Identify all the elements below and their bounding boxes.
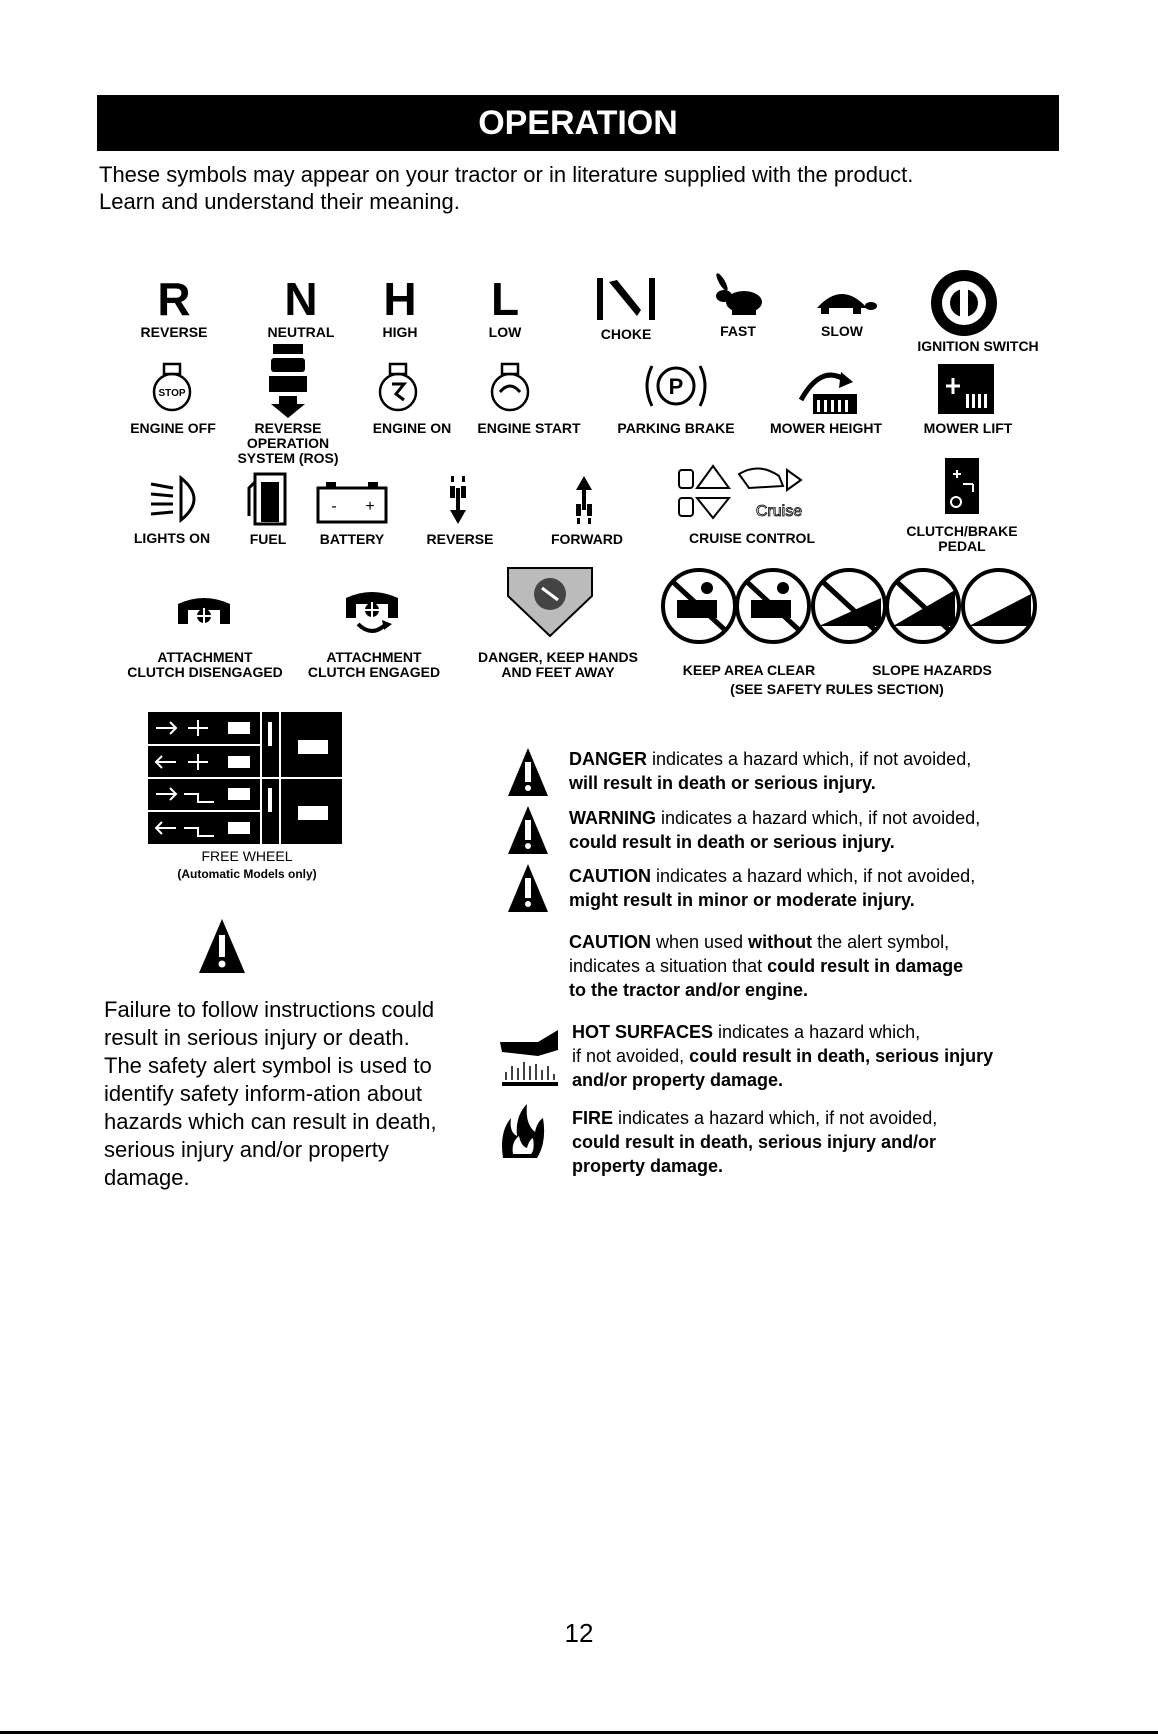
- rabbit-fast-icon: [706, 272, 770, 324]
- neutral-label: NEUTRAL: [267, 324, 335, 340]
- high-label: HIGH: [382, 324, 418, 340]
- safety-alert-icon: [197, 917, 247, 975]
- low-label: LOW: [488, 324, 522, 340]
- fast-label: FAST: [720, 323, 756, 339]
- intro-text: These symbols may appear on your tractor or in literature supplied with the product. Learn and understand their meaning.: [99, 162, 914, 214]
- caution-without-symbol-definition: CAUTION when used without the alert symbol, indicates a situation that could result in damage to the tractor and/or engine.: [569, 932, 964, 1000]
- page-number: 12: [564, 1618, 594, 1648]
- parking-p-text: P: [668, 374, 684, 399]
- danger-definition: DANGER indicates a hazard which, if not avoided, will result in death or serious injury.: [569, 749, 972, 793]
- cruise-control-icon: [669, 460, 839, 526]
- slope-hazard-icon-3: [963, 570, 1035, 642]
- engine-on-icon: [376, 362, 420, 412]
- choke-icon: [591, 274, 661, 324]
- slope-hazard-icon-1: [813, 570, 885, 642]
- cruise-text: Cruise: [755, 503, 803, 520]
- mower-height-icon: [791, 360, 861, 420]
- parking-brake-icon: [638, 356, 714, 416]
- caution-definition: CAUTION indicates a hazard which, if not avoided, might result in minor or moderate injury.: [569, 866, 976, 910]
- battery-label: BATTERY: [319, 531, 385, 547]
- reverse-glyph: R: [157, 273, 191, 325]
- low-glyph: L: [490, 273, 520, 325]
- ignition-label: IGNITION SWITCH: [917, 338, 1039, 354]
- attachment-disengaged-icon: [174, 590, 234, 626]
- engine-start-icon: [488, 362, 532, 412]
- attach-disengaged-label: ATTACHMENT CLUTCH DISENGAGED: [127, 649, 283, 680]
- ignition-switch-icon: [929, 268, 999, 338]
- slope-hazard-icon-2: [887, 570, 959, 642]
- danger-hands-label: DANGER, KEEP HANDS AND FEET AWAY: [478, 649, 638, 680]
- engine-off-label: ENGINE OFF: [130, 420, 216, 436]
- attachment-engaged-icon: [342, 584, 402, 640]
- engine-off-icon: [150, 362, 194, 412]
- warning-alert-icon: [506, 804, 550, 856]
- mower-height-label: MOWER HEIGHT: [770, 420, 882, 436]
- keep-area-clear-icon-1: [663, 570, 735, 642]
- see-safety-rules: (SEE SAFETY RULES SECTION): [730, 681, 944, 697]
- fire-icon: [497, 1102, 547, 1162]
- prohibition-icons: [655, 568, 1045, 644]
- section-title: OPERATION: [97, 95, 1059, 151]
- battery-icon: [314, 480, 390, 524]
- cruise-control-label: CRUISE CONTROL: [689, 530, 815, 546]
- battery-plus: +: [365, 498, 375, 515]
- mower-lift-label: MOWER LIFT: [923, 420, 1013, 436]
- reverse-arrow-icon: [448, 474, 468, 526]
- engine-start-label: ENGINE START: [477, 420, 581, 436]
- mower-lift-icon: [938, 364, 994, 414]
- keep-hands-away-icon: [506, 566, 594, 638]
- reverse-operation-icon: [265, 344, 311, 420]
- battery-minus: -: [331, 498, 337, 515]
- neutral-glyph: N: [284, 273, 318, 325]
- clutch-brake-pedal-icon: [945, 458, 979, 514]
- forward-arrow-icon: [574, 474, 594, 526]
- reverse-label: REVERSE: [140, 324, 208, 340]
- clutch-brake-label: CLUTCH/BRAKE PEDAL: [906, 523, 1018, 554]
- lights-on-icon: [147, 472, 205, 526]
- engine-on-label: ENGINE ON: [372, 420, 452, 436]
- keep-area-clear-icon-2: [737, 570, 809, 642]
- stop-text: STOP: [158, 388, 186, 399]
- hot-surfaces-definition: HOT SURFACES indicates a hazard which, if not avoided, could result in death, serious injury and/or property damage.: [572, 1022, 994, 1090]
- free-wheel-label: FREE WHEEL: [201, 848, 293, 864]
- fuel-icon: [247, 472, 289, 526]
- forward-label: FORWARD: [550, 531, 624, 547]
- ros-label: REVERSE OPERATION SYSTEM (ROS): [237, 420, 339, 466]
- hot-surface-icon: [498, 1022, 562, 1086]
- fire-definition: FIRE indicates a hazard which, if not avoided, could result in death, serious injury and/or property damage.: [572, 1108, 938, 1176]
- slow-label: SLOW: [821, 323, 863, 339]
- reverse-row3-label: REVERSE: [426, 531, 494, 547]
- bottom-rule: [0, 1731, 1158, 1734]
- danger-alert-icon: [506, 746, 550, 798]
- choke-label: CHOKE: [600, 326, 652, 342]
- parking-brake-label: PARKING BRAKE: [617, 420, 735, 436]
- warning-definition: WARNING indicates a hazard which, if not avoided, could result in death or serious injury.: [569, 808, 981, 852]
- keep-area-clear-label: KEEP AREA CLEAR: [682, 662, 816, 678]
- turtle-slow-icon: [807, 280, 877, 320]
- safety-paragraph: Failure to follow instructions could result in serious injury or death. The safety alert symbol is used to identify safety inform-ation about hazards which can result in death, serious injury and/or property damage.: [104, 997, 437, 1190]
- attach-engaged-label: ATTACHMENT CLUTCH ENGAGED: [307, 649, 441, 680]
- caution-alert-icon: [506, 862, 550, 914]
- fuel-label: FUEL: [249, 531, 287, 547]
- high-glyph: H: [383, 273, 417, 325]
- free-wheel-note: (Automatic Models only): [177, 867, 317, 881]
- free-wheel-icon: [148, 712, 342, 844]
- lights-on-label: LIGHTS ON: [133, 530, 211, 546]
- slope-hazards-label: SLOPE HAZARDS: [872, 662, 992, 678]
